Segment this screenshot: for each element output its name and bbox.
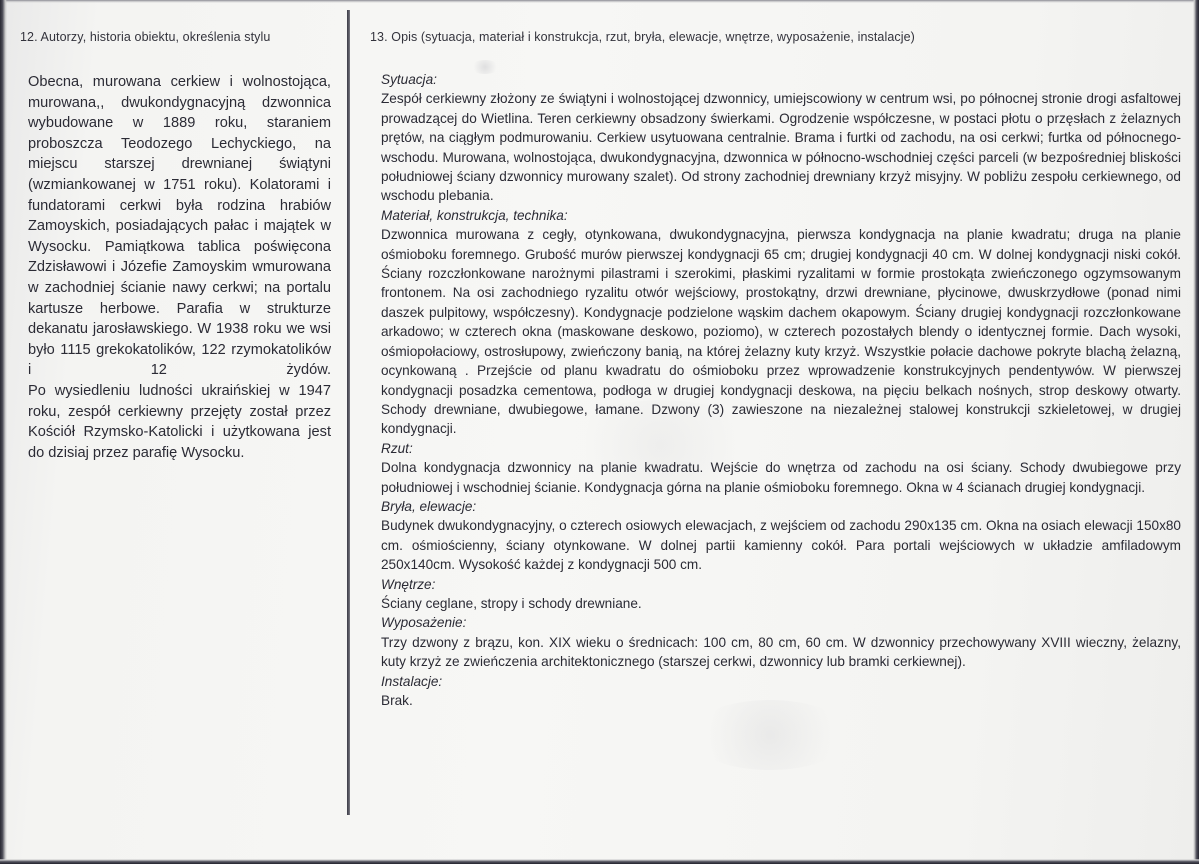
section-title: Materiał, konstrukcja, technika: xyxy=(381,207,568,223)
page-edge-left xyxy=(0,0,7,864)
section-text: Ściany ceglane, stropy i schody drewniane. xyxy=(381,595,642,611)
section-title: Instalacje: xyxy=(381,673,443,689)
section-text: Dzwonnica murowana z cegły, otynkowana, dwukondygnacyjna, pierwsza kondygnacja na planie kwadratu; druga na planie ośmioboku foremnego. Grubość murów pierwszej kondygnacji 65 cm; drugiej kondygnacji 40 cm. W dolnej kondygnacji niski cokół. Ściany rozczłonkowane narożnymi pilastrami i szerokimi, płaskimi ryzalitami w formie prostokąta zwieńczonego ogzymsowanym frontonem. Na osi zachodniego ryzalitu otwór wejściowy, prostokątny, drzwi drewniane, płycinowe, dwuskrzydłowe (ponad nimi daszek pulpitowy, współczesny). Kondygnacje podzielone wąskim dachem okapowym. Ściany drugiej kondygnacji rozczłonkowane arkadowo; w czterech okna (maskowane deskowo, poziomo), w czterech pozostałych blendy o identycznej formie. Dach wysoki, ośmiopołaciowy, ostrosłupowy, zwieńczony banią, na której żelazny kuty krzyż. Wszystkie połacie dachowe pokryte blachą żelazną, ocynkowaną . Przejście od planu kwadratu do ośmioboku przez wprowadzenie konstrukcyjnych pendentywów. W pierwszej kondygnacji posadzka cementowa, podłoga w drugiej kondygnacji deskowa, na pięciu belkach nośnych, strop deskowy otwarty. Schody drewniane, dwubiegowe, łamane. Dzwony (3) zawieszone na niezależnej stalowej konstrukcji szkieletowej, w drugiej kondygnacji. xyxy=(381,227,1181,437)
section-text: Zespół cerkiewny złożony ze świątyni i wolnostojącej dzwonnicy, umiejscowiony w centrum wsi, po północnej stronie drogi asfaltowej prowadzącej do Wietlina. Teren cerkiewny obsadzony świerkami. Ogrodzenie współczesne, w postaci płotu o przęsłach z żelaznych prętów, na ciągłym podmurowaniu. Cerkiew usytuowana centralnie. Brama i furtki od zachodu, na osi cerkwi; furtka od północnego-wschodu. Murowana, wolnostojąca, dwukondygnacyjna, dzwonnica w północno-wschodniej części parceli (w bezpośredniej bliskości południowej ściany dzwonnicy murowany szalet). Od strony zachodniej drewniany krzyż misyjny. W pobliżu zespołu cerkiewnego, od wschodu plebania. xyxy=(381,91,1181,204)
column-divider xyxy=(347,10,350,815)
right-column-body xyxy=(381,70,1181,710)
section-text: Budynek dwukondygnacyjny, o czterech osiowych elewacjach, z wejściem od zachodu 290x135 cm. Okna na osiach elewacji 150x80 cm. ośmiościenny, ściany otynkowane. W dolnej partii kamienny cokół. Para portali wejściowych w układzie amfiladowym 250x140cm. Wysokość każdej z kondygnacji 500 cm. xyxy=(381,518,1181,573)
section-material-konstrukcja-technika xyxy=(381,206,1181,439)
section-header-13: 13. Opis (sytuacja, materiał i konstrukcja, rzut, bryła, elewacje, wnętrze, wyposażenie, instalacje) xyxy=(370,30,915,44)
left-column-body xyxy=(28,72,331,463)
section-title: Sytuacja: xyxy=(381,72,437,87)
section-title: Bryła, elewacje: xyxy=(381,498,477,514)
section-title: Wnętrze: xyxy=(381,576,436,592)
section-text: Trzy dzwony z brązu, kon. XIX wieku o średnicach: 100 cm, 80 cm, 60 cm. W dzwonnicy przechowywany XVIII wieczny, żelazny, kuty krzyż ze zwieńczenia architektonicznego (starszej cerkwi, dzwonnicy lub bramki cerkiewnej). xyxy=(381,634,1181,670)
left-paragraph-2: Po wysiedleniu ludności ukraińskiej w 1947 roku, zespół cerkiewny przejęty został przez Kościół Rzymsko-Katolicki i użytkowana jest do dzisiaj przez parafię Wysocku. xyxy=(28,382,331,461)
section-title: Rzut: xyxy=(381,440,413,456)
section-text: Brak. xyxy=(381,693,413,708)
section-header-12: 12. Autorzy, historia obiektu, określenia stylu xyxy=(20,30,271,44)
left-paragraph-1: Obecna, murowana cerkiew i wolnostojąca, murowana,, dwukondygnacyjną dzwonnica wybudowane w 1889 roku, staraniem proboszcza Teodozego Lechyckiego, na miejscu starszej drewnianej świątyni (wzmiankowanej w 1751 roku). Kolatorami i fundatorami cerkwi była rodzina hrabiów Zamoyskich, posiadających pałac i majątek w Wysocku. Pamiątkowa tablica poświęcona Zdzisławowi i Józefie Zamoyskim wmurowana w zachodniej ścianie nawy cerkwi; na portalu kartusze herbowe. Parafia w strukturze dekanatu jarosławskiego. W 1938 roku we wsi było 1115 grekokatolików, 122 rzymokatolików i 12 żydów. xyxy=(28,74,331,379)
section-wyposazenie xyxy=(381,613,1181,671)
section-wnetrze xyxy=(381,575,1181,614)
page-edge-top xyxy=(0,0,1199,3)
section-bryla-elewacje xyxy=(381,497,1181,575)
section-sytuacja xyxy=(381,70,1181,206)
page-edge-right xyxy=(1193,0,1199,864)
section-text: Dolna kondygnacja dzwonnicy na planie kwadratu. Wejście do wnętrza od zachodu na osi ściany. Schody dwubiegowe przy południowej i wschodniej ścianie. Kondygnacja górna na planie ośmioboku foremnego. Okna w 4 ścianach drugiej kondygnacji. xyxy=(381,460,1181,495)
section-title: Wyposażenie: xyxy=(381,615,467,631)
section-rzut xyxy=(381,439,1181,497)
page-edge-bottom xyxy=(0,859,1199,864)
section-instalacje xyxy=(381,672,1181,711)
